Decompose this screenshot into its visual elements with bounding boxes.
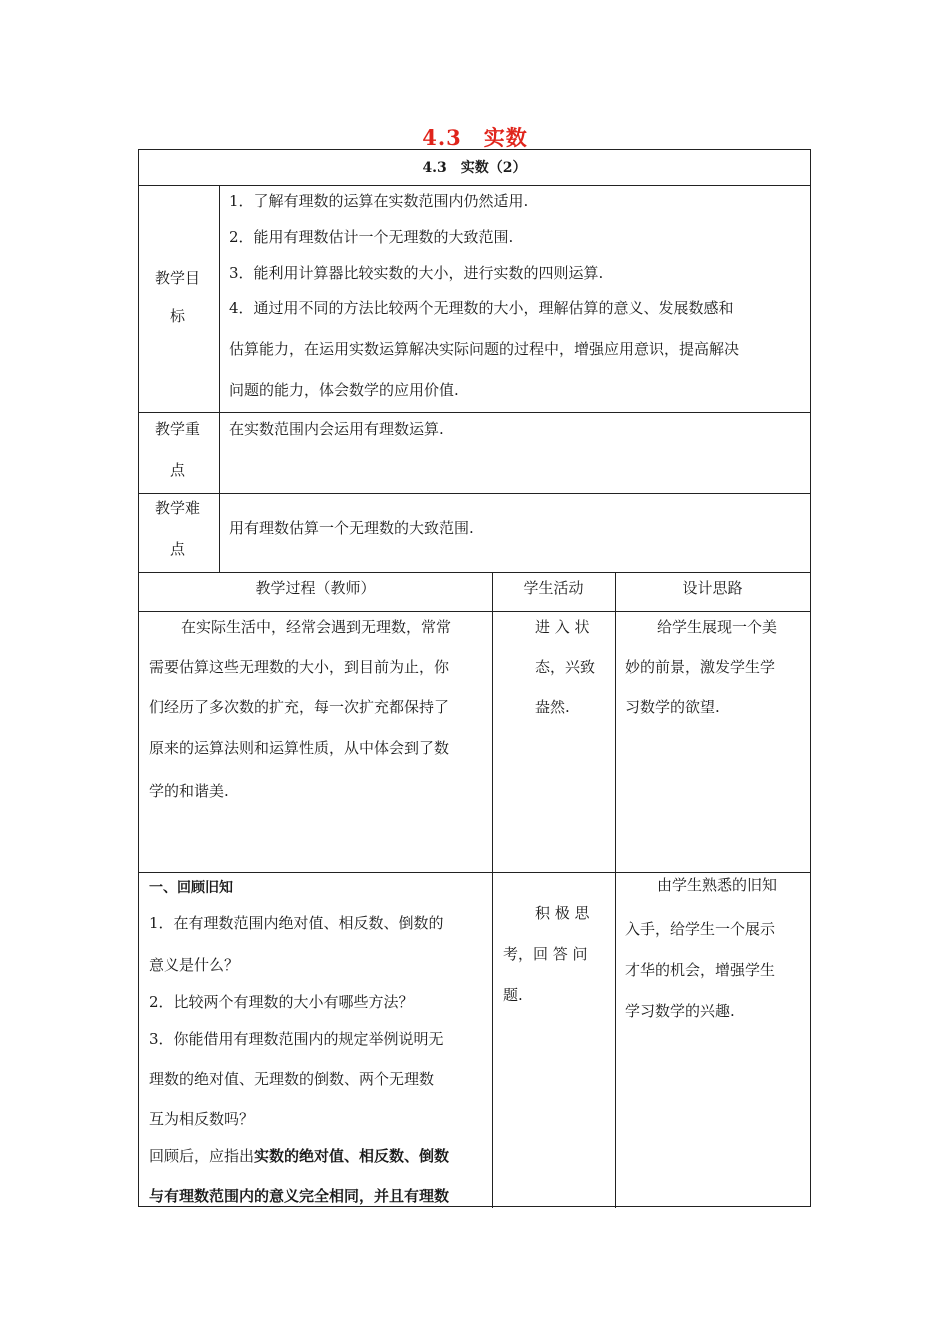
column-header-process: 教学过程（教师） (255, 579, 376, 597)
process-line: 1．在有理数范围内绝对值、相反数、倒数的 (149, 914, 444, 932)
review-prefix: 回顾后，应指出 (149, 1147, 255, 1165)
column-header-activity: 学生活动 (523, 579, 584, 597)
objective-line: 估算能力，在运用实数运算解决实际问题的过程中，增强应用意识，提高解决 (229, 340, 740, 358)
table-header: 4.3 实数（2） (422, 160, 527, 176)
objectives-label-2: 标 (170, 307, 186, 325)
process-line: 在实际生活中，经常会遇到无理数，常常 (181, 618, 452, 636)
activity-line: 进 入 状 (535, 618, 590, 636)
row-divider (139, 872, 810, 873)
row-divider (139, 572, 810, 573)
row-divider (139, 185, 810, 186)
objective-line: 1．了解有理数的运算在实数范围内仍然适用. (229, 192, 529, 210)
objective-line: 问题的能力，体会数学的应用价值. (229, 381, 459, 399)
process-line: 意义是什么？ (149, 956, 240, 974)
difficulty-label: 教学难 (155, 499, 201, 517)
row-divider (139, 493, 810, 494)
process-line: 需要估算这些无理数的大小，到目前为止，你 (149, 658, 450, 676)
activity-line: 态，兴致 (535, 658, 596, 676)
process-line: 们经历了多次数的扩充，每一次扩充都保持了 (149, 698, 450, 716)
review-line (149, 1145, 449, 1166)
process-line: 原来的运算法则和运算性质，从中体会到了数 (149, 739, 450, 757)
activity-line: 盎然. (535, 698, 570, 716)
process-line: 3．你能借用有理数范围内的规定举例说明无 (149, 1030, 444, 1048)
process-line: 互为相反数吗？ (149, 1110, 255, 1128)
column-header-design: 设计思路 (682, 579, 743, 597)
objectives-label: 教学目 (155, 269, 201, 287)
review-bold: 实数的绝对值、相反数、倒数 (254, 1147, 450, 1165)
design-line: 给学生展现一个美 (657, 618, 778, 636)
design-line: 习数学的欲望. (625, 698, 720, 716)
activity-line: 考，回 答 问 (503, 945, 588, 963)
difficulty-label-2: 点 (170, 540, 186, 558)
column-divider (492, 572, 493, 1208)
design-line: 才华的机会，增强学生 (625, 961, 776, 979)
section-heading: 一、回顾旧知 (149, 880, 233, 896)
process-line: 学的和谐美. (149, 782, 229, 800)
row-divider (139, 611, 810, 612)
review-line-2: 与有理数范围内的意义完全相同，并且有理数 (149, 1187, 450, 1205)
activity-line: 题. (503, 986, 523, 1004)
column-divider (219, 185, 220, 572)
page-title: 4.3 实数 (422, 125, 528, 150)
key-point-label: 教学重 (155, 420, 201, 438)
design-line: 入手，给学生一个展示 (625, 920, 776, 938)
objective-line: 4．通过用不同的方法比较两个无理数的大小，理解估算的意义、发展数感和 (229, 299, 734, 317)
lesson-plan-table (138, 149, 811, 1207)
activity-line: 积 极 思 (535, 904, 590, 922)
objective-line: 2．能用有理数估计一个无理数的大致范围. (229, 228, 514, 246)
design-line: 由学生熟悉的旧知 (657, 876, 778, 894)
design-line: 学习数学的兴趣. (625, 1002, 735, 1020)
process-line: 2．比较两个有理数的大小有哪些方法？ (149, 993, 414, 1011)
process-line: 理数的绝对值、无理数的倒数、两个无理数 (149, 1070, 435, 1088)
key-point-label-2: 点 (170, 461, 186, 479)
difficulty-text: 用有理数估算一个无理数的大致范围. (229, 519, 474, 537)
key-point-text: 在实数范围内会运用有理数运算. (229, 420, 444, 438)
objective-line: 3．能利用计算器比较实数的大小，进行实数的四则运算. (229, 264, 604, 282)
design-line: 妙的前景，激发学生学 (625, 658, 776, 676)
row-divider (139, 412, 810, 413)
column-divider (615, 572, 616, 1208)
